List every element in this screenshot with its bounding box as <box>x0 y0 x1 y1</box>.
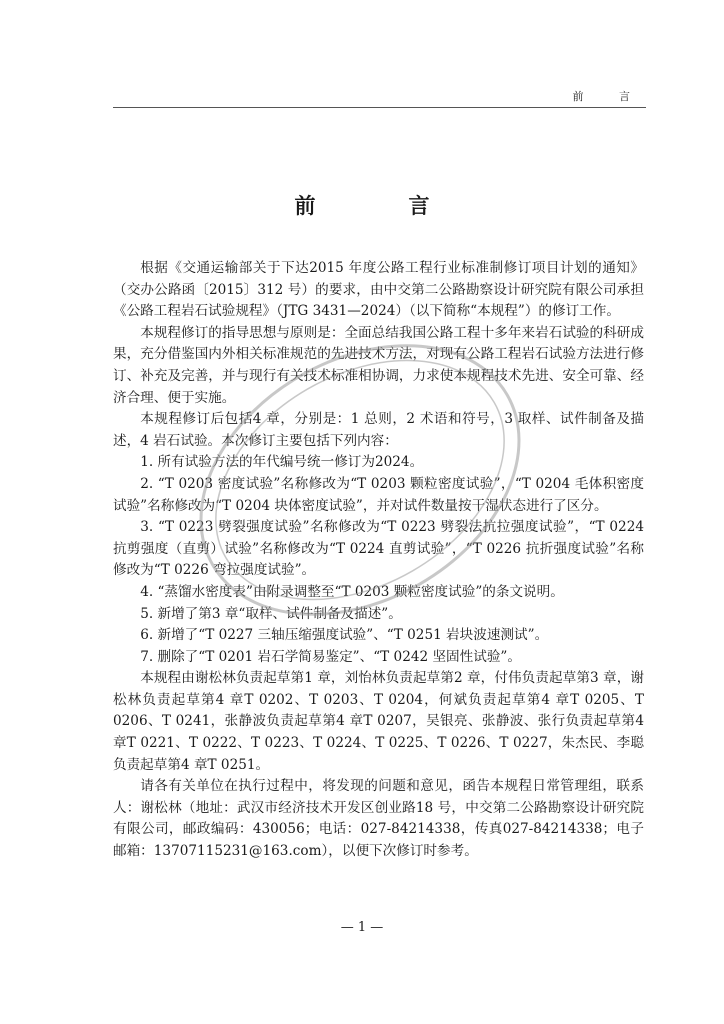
page-title: 前 言 <box>294 194 466 218</box>
list-item: 7. 删除了“T 0201 岩石学简易鉴定”、“T 0242 坚固性试验”。 <box>140 648 521 665</box>
list-item: 1. 所有试验方法的年代编号统一修订为2024。 <box>140 454 424 471</box>
list-item: 6. 新增了“T 0227 三轴压缩强度试验”、“T 0251 岩块波速测试”。 <box>140 627 549 644</box>
paragraph-intro: 根据《交通运输部关于下达2015 年度公路工程行业标准制修订项目计划的通知》（交办公路函〔2015〕312 号）的要求，由中交第二公路勘察设计研究院有限公司承担《公路工程岩石试验规程》（JTG 3431—2024）（以下简称“本规程”）的修订工作。 <box>113 260 644 320</box>
paragraph-structure: 本规程修订后包括4 章，分别是：1 总则，2 术语和符号，3 取样、试件制备及描述，4 岩石试验。本次修订主要包括下列内容： <box>113 411 644 449</box>
body-text <box>113 258 644 863</box>
paragraph-principles: 本规程修订的指导思想与原则是：全面总结我国公路工程十多年来岩石试验的科研成果，充分借鉴国内外相关标准规范的先进技术方法，对现有公路工程岩石试验方法进行修订、补充及完善，并与现行有关技术标准相协调，力求使本规程技术先进、安全可靠、经济合理、便于实施。 <box>113 324 644 406</box>
list-item: 5. 新增了第3 章“取样、试件制备及描述”。 <box>140 605 402 622</box>
page-number: — 1 — <box>340 920 384 935</box>
list-item: 3. “T 0223 劈裂强度试验”名称修改为“T 0223 劈裂法抗拉强度试验”，“T 0224 抗剪强度（直剪）试验”名称修改为“T 0224 直剪试验”，“T 0226 抗折强度试验”名称修改为“T 0226 弯拉强度试验”。 <box>113 519 644 579</box>
paragraph-contact: 请各有关单位在执行过程中，将发现的问题和意见，函告本规程日常管理组，联系人：谢松林（地址：武汉市经济技术开发区创业路18 号，中交第二公路勘察设计研究院有限公司，邮政编码：430056；电话：027-84214338，传真027-84214338；电子邮箱：13707115231@163.com），以便下次修订时参考。 <box>113 778 644 860</box>
paragraph-authors: 本规程由谢松林负责起草第1 章，刘怡林负责起草第2 章，付伟负责起草第3 章，谢松林负责起草第4 章T 0202、T 0203、T 0204，何斌负责起草第4 章T 0205、T 0206、T 0241，张静波负责起草第4 章T 0207，吴银亮、张静波、张行负责起草第4 章T 0221、T 0222、T 0223、T 0224、T 0225、T 0226、T 0227，朱杰民、李聪负责起草第4 章T 0251。 <box>113 670 644 773</box>
running-head: 前 言 <box>113 88 646 108</box>
list-item: 4. “蒸馏水密度表”由附录调整至“T 0203 颗粒密度试验”的条文说明。 <box>140 583 564 600</box>
list-item: 2. “T 0203 密度试验”名称修改为“T 0203 颗粒密度试验”，“T 0204 毛体积密度试验”名称修改为“T 0204 块体密度试验”，并对试件数量按干湿状态进行了区分。 <box>113 475 644 514</box>
